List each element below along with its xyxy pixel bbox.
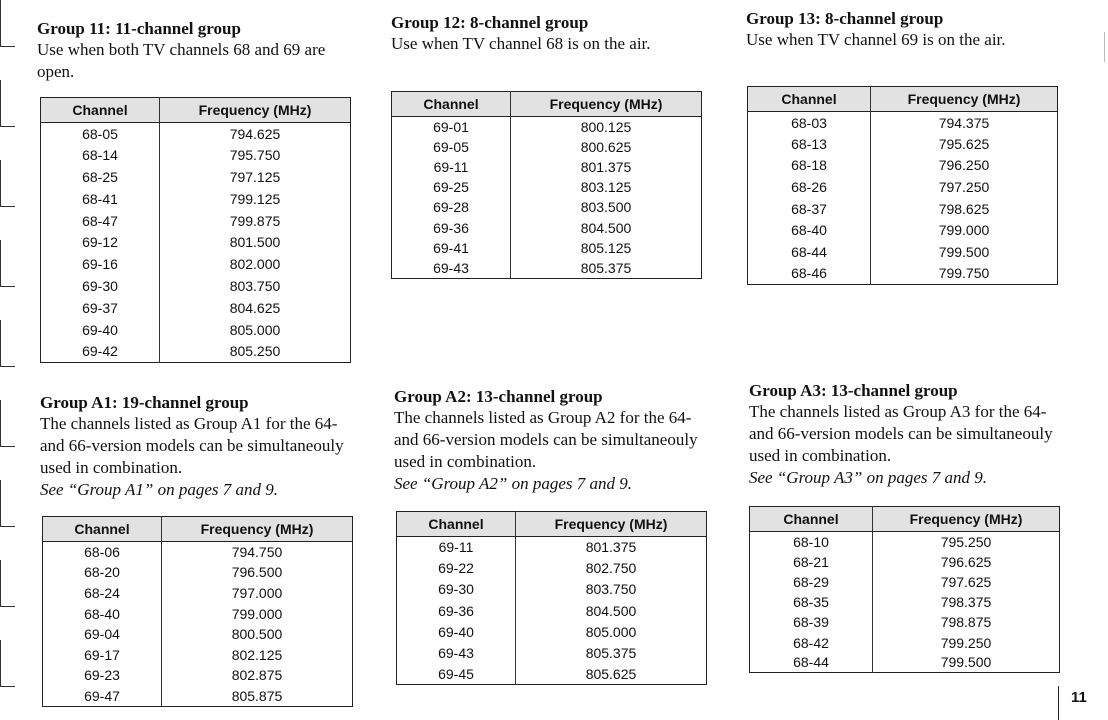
table-row — [397, 600, 707, 621]
table-row — [41, 188, 351, 210]
table-row — [392, 258, 702, 278]
group-description: The channels listed as Group A2 for the 64- and 66-version models can be simultaneouly used in combination. — [394, 408, 698, 471]
frequency-cell: 804.625 — [229, 299, 281, 316]
table-row — [748, 133, 1058, 155]
table-row — [41, 144, 351, 166]
table-row — [392, 117, 702, 137]
group-description: Use when both TV channels 68 and 69 are open. — [37, 40, 326, 81]
table-row — [397, 558, 707, 579]
group-title: Group A3: 13-channel group — [749, 381, 958, 400]
group-13-text — [746, 8, 1066, 51]
channel-cell: 69-43 — [397, 642, 516, 663]
channel-cell: 68-41 — [41, 188, 160, 210]
channel-header: Channel — [750, 507, 873, 532]
table-row — [43, 603, 353, 624]
frequency-cell: 799.500 — [940, 654, 992, 671]
group-13-table — [747, 86, 1058, 285]
frequency-cell: 805.000 — [585, 623, 637, 640]
frequency-header: Frequency (MHz) — [162, 517, 353, 542]
channel-cell: 68-05 — [41, 123, 160, 145]
frequency-cell: 797.625 — [940, 573, 992, 590]
frequency-cell: 796.625 — [940, 553, 992, 570]
frequency-cell: 801.375 — [580, 158, 632, 175]
channel-cell: 69-01 — [392, 117, 511, 137]
channel-cell: 68-20 — [43, 562, 162, 583]
channel-header: Channel — [43, 517, 162, 542]
table-row — [392, 197, 702, 217]
channel-cell: 69-23 — [43, 665, 162, 686]
frequency-cell: 804.500 — [580, 219, 632, 236]
table-row — [41, 166, 351, 188]
table-row — [748, 155, 1058, 177]
frequency-header: Frequency (MHz) — [511, 92, 702, 117]
frequency-cell: 799.875 — [229, 212, 281, 229]
frequency-cell: 805.375 — [585, 645, 637, 662]
table-row — [43, 665, 353, 686]
channel-cell: 69-30 — [41, 275, 160, 297]
group-description: Use when TV channel 68 is on the air. — [391, 34, 651, 53]
frequency-cell: 800.500 — [231, 626, 283, 643]
frequency-cell: 805.000 — [229, 321, 281, 338]
channel-header: Channel — [41, 98, 160, 123]
group-description: Use when TV channel 69 is on the air. — [746, 30, 1006, 49]
table-row — [397, 664, 707, 685]
table-row — [41, 275, 351, 297]
frequency-cell: 798.625 — [938, 200, 990, 217]
channel-cell: 68-29 — [750, 572, 873, 592]
frequency-cell: 805.625 — [585, 665, 637, 682]
margin-mark — [0, 80, 15, 127]
channel-cell: 68-24 — [43, 583, 162, 604]
margin-marks — [0, 0, 20, 720]
frequency-header: Frequency (MHz) — [873, 507, 1060, 532]
group-title: Group 12: 8-channel group — [391, 13, 589, 32]
frequency-cell: 797.000 — [231, 584, 283, 601]
table-row — [748, 219, 1058, 241]
frequency-cell: 799.500 — [938, 243, 990, 260]
table-header-row — [392, 92, 702, 117]
table-row — [41, 231, 351, 253]
group-11-table — [40, 97, 351, 363]
group-page-reference: See “Group A1” on pages 7 and 9. — [40, 480, 278, 499]
channel-cell: 69-22 — [397, 558, 516, 579]
group-description: The channels listed as Group A3 for the 64- and 66-version models can be simultaneouly used in combination. — [749, 402, 1053, 465]
table-row — [748, 198, 1058, 220]
group-a2-table — [396, 511, 707, 685]
table-row — [750, 532, 1060, 552]
group-12-text — [391, 12, 711, 55]
table-header-row — [397, 512, 707, 537]
table-row — [43, 686, 353, 707]
table-header-row — [41, 98, 351, 123]
group-title: Group 13: 8-channel group — [746, 9, 944, 28]
frequency-cell: 803.750 — [585, 581, 637, 598]
group-page-reference: See “Group A3” on pages 7 and 9. — [749, 468, 987, 487]
table-row — [750, 632, 1060, 652]
frequency-cell: 803.125 — [580, 179, 632, 196]
frequency-cell: 794.625 — [229, 125, 281, 142]
table-row — [748, 176, 1058, 198]
frequency-cell: 797.125 — [229, 168, 281, 185]
frequency-cell: 802.125 — [231, 646, 283, 663]
table-row — [41, 297, 351, 319]
margin-mark — [0, 400, 15, 447]
frequency-cell: 799.000 — [231, 605, 283, 622]
frequency-cell: 795.250 — [940, 533, 992, 550]
channel-cell: 69-30 — [397, 579, 516, 600]
frequency-cell: 795.750 — [229, 147, 281, 164]
channel-cell: 69-16 — [41, 253, 160, 275]
channel-cell: 69-36 — [392, 217, 511, 237]
frequency-cell: 805.375 — [580, 259, 632, 276]
table-row — [397, 621, 707, 642]
table-row — [750, 552, 1060, 572]
channel-header: Channel — [748, 87, 871, 112]
table-row — [748, 263, 1058, 285]
channel-cell: 68-40 — [43, 603, 162, 624]
table-row — [392, 157, 702, 177]
frequency-cell: 797.250 — [938, 179, 990, 196]
table-row — [392, 137, 702, 157]
frequency-cell: 798.875 — [940, 614, 992, 631]
frequency-cell: 805.125 — [580, 239, 632, 256]
frequency-cell: 801.375 — [585, 539, 637, 556]
channel-cell: 69-36 — [397, 600, 516, 621]
table-row — [392, 177, 702, 197]
frequency-cell: 796.250 — [938, 157, 990, 174]
group-a3-text — [749, 380, 1069, 489]
frequency-cell: 805.250 — [229, 343, 281, 360]
channel-cell: 69-25 — [392, 177, 511, 197]
group-a1-table — [42, 516, 353, 707]
frequency-cell: 801.500 — [229, 234, 281, 251]
table-row — [43, 542, 353, 563]
frequency-cell: 805.875 — [231, 687, 283, 704]
channel-cell: 68-37 — [748, 198, 871, 220]
channel-cell: 68-03 — [748, 112, 871, 134]
channel-header: Channel — [392, 92, 511, 117]
table-row — [41, 319, 351, 341]
frequency-cell: 799.125 — [229, 190, 281, 207]
channel-cell: 69-45 — [397, 664, 516, 685]
margin-mark — [0, 0, 15, 47]
channel-cell: 68-13 — [748, 133, 871, 155]
channel-cell: 68-47 — [41, 210, 160, 232]
table-row — [750, 653, 1060, 673]
table-row — [397, 537, 707, 558]
margin-mark — [0, 560, 15, 607]
channel-cell: 69-42 — [41, 340, 160, 362]
channel-cell: 68-25 — [41, 166, 160, 188]
table-row — [397, 642, 707, 663]
table-header-row — [748, 87, 1058, 112]
table-row — [43, 583, 353, 604]
frequency-cell: 800.125 — [580, 118, 632, 135]
channel-cell: 68-39 — [750, 612, 873, 632]
table-row — [41, 253, 351, 275]
table-row — [392, 238, 702, 258]
frequency-cell: 794.750 — [231, 544, 283, 561]
table-header-row — [43, 517, 353, 542]
group-11-text — [37, 18, 357, 83]
frequency-cell: 800.625 — [580, 138, 632, 155]
group-description: The channels listed as Group A1 for the 64- and 66-version models can be simultaneouly used in combination. — [40, 414, 344, 477]
group-a2-text — [394, 386, 714, 495]
table-row — [750, 612, 1060, 632]
margin-mark — [0, 240, 15, 287]
table-row — [748, 241, 1058, 263]
channel-cell: 68-44 — [748, 241, 871, 263]
channel-cell: 68-26 — [748, 176, 871, 198]
frequency-header: Frequency (MHz) — [871, 87, 1058, 112]
group-title: Group 11: 11-channel group — [37, 19, 241, 38]
table-row — [43, 624, 353, 645]
margin-mark — [0, 320, 15, 367]
channel-cell: 69-05 — [392, 137, 511, 157]
channel-cell: 69-37 — [41, 297, 160, 319]
frequency-header: Frequency (MHz) — [516, 512, 707, 537]
frequency-cell: 798.375 — [940, 594, 992, 611]
channel-cell: 68-44 — [750, 653, 873, 673]
page-number: 11 — [1058, 686, 1087, 720]
margin-mark — [0, 640, 15, 687]
channel-cell: 68-46 — [748, 263, 871, 285]
frequency-cell: 794.375 — [938, 114, 990, 131]
channel-cell: 68-18 — [748, 155, 871, 177]
table-row — [43, 644, 353, 665]
group-page-reference: See “Group A2” on pages 7 and 9. — [394, 474, 632, 493]
channel-cell: 69-12 — [41, 231, 160, 253]
channel-cell: 69-04 — [43, 624, 162, 645]
margin-mark — [0, 160, 15, 207]
group-12-table — [391, 91, 702, 279]
frequency-cell: 802.000 — [229, 256, 281, 273]
channel-header: Channel — [397, 512, 516, 537]
channel-cell: 68-40 — [748, 219, 871, 241]
frequency-cell: 802.875 — [231, 667, 283, 684]
group-title: Group A2: 13-channel group — [394, 387, 603, 406]
channel-cell: 68-35 — [750, 592, 873, 612]
channel-cell: 69-17 — [43, 644, 162, 665]
frequency-cell: 799.000 — [938, 222, 990, 239]
table-row — [392, 217, 702, 237]
frequency-cell: 799.250 — [940, 634, 992, 651]
table-row — [397, 579, 707, 600]
channel-cell: 69-40 — [41, 319, 160, 341]
frequency-cell: 796.500 — [231, 564, 283, 581]
margin-mark — [0, 480, 15, 527]
table-row — [750, 572, 1060, 592]
channel-cell: 68-42 — [750, 632, 873, 652]
frequency-cell: 803.750 — [229, 277, 281, 294]
channel-cell: 69-28 — [392, 197, 511, 217]
frequency-cell: 804.500 — [585, 602, 637, 619]
frequency-cell: 803.500 — [580, 199, 632, 216]
group-a3-table — [749, 506, 1060, 673]
channel-cell: 69-47 — [43, 686, 162, 707]
table-row — [43, 562, 353, 583]
channel-cell: 68-14 — [41, 144, 160, 166]
frequency-cell: 795.625 — [938, 135, 990, 152]
group-a1-text — [40, 392, 360, 501]
channel-cell: 69-11 — [392, 157, 511, 177]
group-title: Group A1: 19-channel group — [40, 393, 249, 412]
channel-cell: 69-40 — [397, 621, 516, 642]
frequency-cell: 799.750 — [938, 265, 990, 282]
channel-cell: 69-11 — [397, 537, 516, 558]
table-header-row — [750, 507, 1060, 532]
channel-cell: 68-10 — [750, 532, 873, 552]
channel-cell: 68-06 — [43, 542, 162, 563]
table-row — [41, 123, 351, 145]
channel-cell: 69-41 — [392, 238, 511, 258]
frequency-cell: 802.750 — [585, 560, 637, 577]
table-row — [41, 340, 351, 362]
channel-cell: 69-43 — [392, 258, 511, 278]
channel-cell: 68-21 — [750, 552, 873, 572]
edge-tick — [1104, 32, 1105, 62]
table-row — [748, 112, 1058, 134]
table-row — [750, 592, 1060, 612]
frequency-header: Frequency (MHz) — [160, 98, 351, 123]
table-row — [41, 210, 351, 232]
